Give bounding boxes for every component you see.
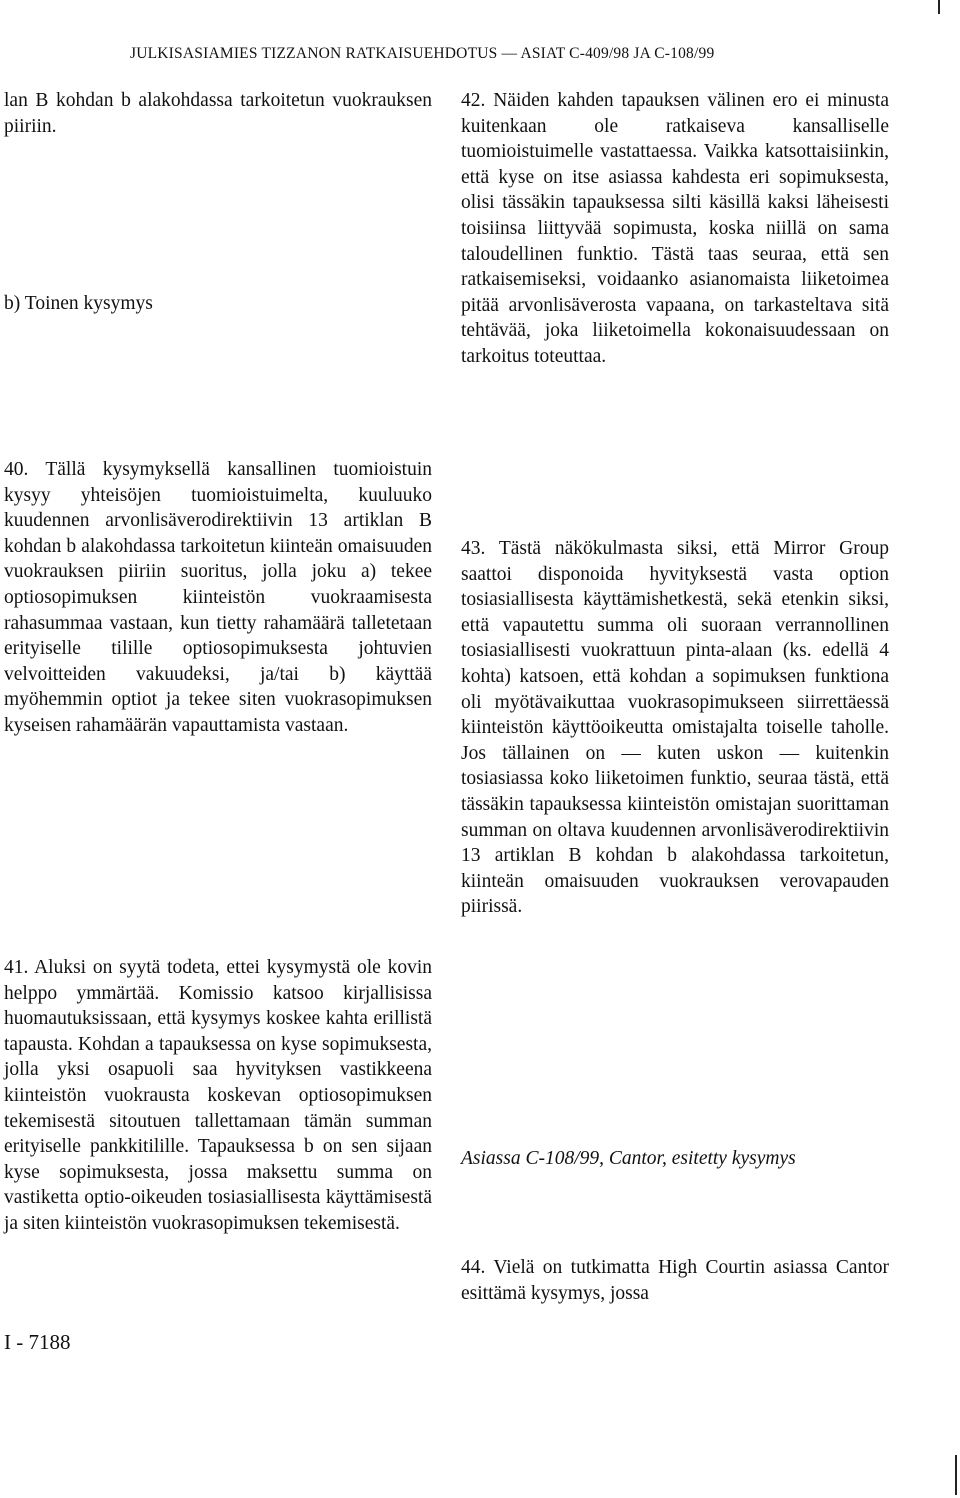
left-continuation-paragraph: lan B kohdan b alakohdassa tarkoitetun vuokrauksen piiriin. <box>4 90 432 137</box>
scan-edge-mark-top <box>938 0 940 14</box>
running-header: JULKISASIAMIES TIZZANON RATKAISUEHDOTUS — ASIAT C-409/98 JA C-108/99 <box>130 45 715 62</box>
paragraph-40: 40. Tällä kysymyksellä kansallinen tuomioistuin kysyy yhteisöjen tuomioistuimelta, kuuluuko kuudennen arvonlisäverodirektiivin 13 artiklan B kohdan b alakohdassa tarkoitetun kiinteän omaisuuden vuokrauksen piiriin suoritus, jolla joku a) tekee optiosopimuksen kiinteistön vuokraamisesta rahasummaa vastaan, kun tietty rahamäärä talletetaan erityiselle tilille optiosopimuksesta johtuvien velvoitteiden vakuudeksi, ja/tai b) käyttää myöhemmin optiot ja tekee siten vuokrasopimuksen kyseisen rahamäärän vapauttamista vastaan. <box>4 459 432 736</box>
page-number: I - 7188 <box>4 1330 71 1354</box>
scan-edge-mark-bottom <box>955 1455 957 1495</box>
subheading-second-question: b) Toinen kysymys <box>4 293 153 314</box>
paragraph-41: 41. Aluksi on syytä todeta, ettei kysymystä ole kovin helppo ymmärtää. Komissio katsoo kirjallisissa huomautuksissaan, että kysymys koskee kahta erillistä tapausta. Kohdan a tapauksessa on kyse sopimuksesta, jolla yksi osapuoli saa hyvityksen vastikkeena kiinteistön vuokrausta koskevan optiosopimuksen tekemisestä sitoutuen tallettamaan tämän summan erityiselle pankkitilille. Tapauksessa b on sen sijaan kyse sopimuksesta, jossa maksettu summa on vastiketta optio-oikeuden tosiasiallisesta käyttämisestä ja siten kiinteistön vuokrasopimuksen tekemisestä. <box>4 957 432 1234</box>
paragraph-42: 42. Näiden kahden tapauksen välinen ero ei minusta kuitenkaan ole ratkaiseva kansalliselle tuomioistuimelle vastattaessa. Vaikka katsottaisiinkin, että kyse on itse asiassa kahdesta eri sopimuksesta, olisi tässäkin tapauksessa silti käsillä kaksi läheisesti toisiinsa liittyvää sopimusta, koska niillä on sama taloudellinen funktio. Tästä taas seuraa, että sen ratkaisemiseksi, voidaanko asianomaista liiketoimea pitää arvonlisäverosta vapaana, on tarkasteltava sitä tehtävää, joka liiketoimella kokonaisuudessaan on tarkoitus toteuttaa. <box>461 90 889 367</box>
paragraph-43: 43. Tästä näkökulmasta siksi, että Mirror Group saattoi disponoida hyvityksestä vasta option tosiasiallisesta käyttämishetkestä, sekä etenkin siksi, että vapautettu summa oli suoraan verrannollinen tosiasiallisesti vuokrattuun pinta-alaan (ks. edellä 4 kohta) katsoen, että kohdan a sopimuksen funktiona oli myötävaikuttaa vuokrasopimukseen siirrettäessä kiinteistön käyttöoikeutta omistajalta toiselle taholle. Jos tällainen on — kuten uskon — kuitenkin tosiasiassa koko liiketoimen funktio, seuraa tästä, että tässäkin tapauksessa kiinteistön omistajan suorittaman summan on oltava kuudennen arvonlisäverodirektiivin 13 artiklan B kohdan b alakohdassa tarkoitetun, kiinteän omaisuuden vuokrauksen verovapauden piirissä. <box>461 538 889 918</box>
section-heading-c-108-99: Asiassa C-108/99, Cantor, esitetty kysymys <box>461 1148 796 1169</box>
paragraph-44: 44. Vielä on tutkimatta High Courtin asiassa Cantor esittämä kysymys, jossa <box>461 1257 889 1304</box>
